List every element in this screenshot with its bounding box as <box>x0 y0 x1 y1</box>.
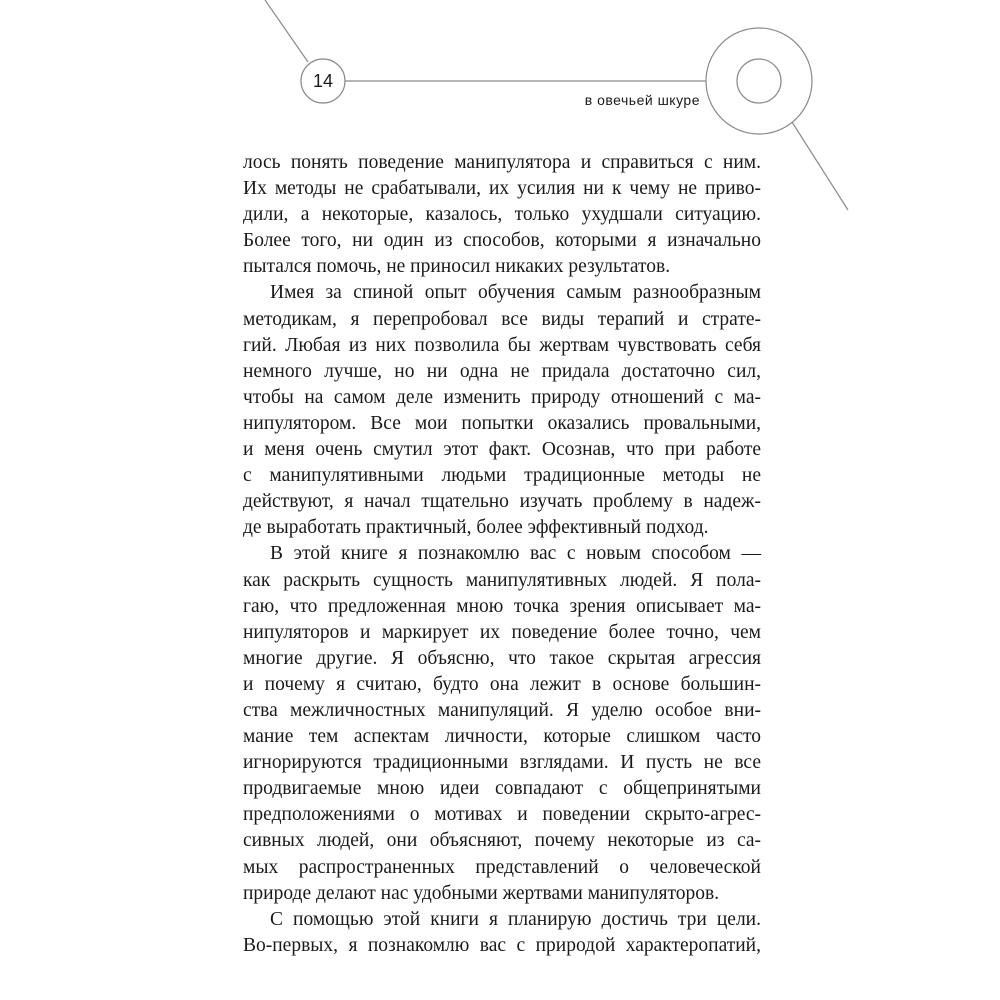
text-line: игнорируются традиционными взглядами. И пусть не все <box>243 752 761 774</box>
text-line: продвигаемые мною идеи совпадают с общепринятыми <box>243 778 761 800</box>
text-line: действуют, я начал тщательно изучать проблему в надеж- <box>243 491 761 513</box>
text-line: мых распространенных представлений о человеческой <box>243 856 761 878</box>
text-line: лось понять поведение манипулятора и справиться с ним. <box>243 152 761 173</box>
text-line: нипуляторов и маркирует их поведение более точно, чем <box>243 621 761 643</box>
page-number: 14 <box>312 71 334 91</box>
text-line: с манипулятивными людьми традиционные методы не <box>243 465 761 487</box>
text-line: Их методы не срабатывали, их усилия ни к чему не приво- <box>243 178 761 200</box>
body-text <box>243 150 761 959</box>
text-line: природе делают нас удобными жертвами манипуляторов. <box>243 882 720 904</box>
text-line: мание тем аспектам личности, которые слишком часто <box>243 726 761 748</box>
outer-ring-circle <box>706 28 812 134</box>
text-line: Более того, ни один из способов, которыми я изначально <box>243 230 761 252</box>
text-line: немного лучше, но ни одна не придала достаточно сил, <box>243 360 761 382</box>
text-line: гаю, что предложенная мною точка зрения описывает ма- <box>243 595 761 617</box>
text-line: ства межличностных манипуляций. Я уделю особое вни- <box>243 699 761 721</box>
inner-ring-circle <box>737 59 781 103</box>
text-line: методикам, я перепробовал все виды терапий и страте- <box>243 308 761 330</box>
text-line: и меня очень смутил этот факт. Осознав, что при работе <box>243 439 761 461</box>
running-header: в овечьей шкуре <box>584 92 700 108</box>
text-line: Имея за спиной опыт обучения самым разнообразным <box>270 282 761 304</box>
text-line: гий. Любая из них позволила бы жертвам чувствовать себя <box>243 334 761 356</box>
text-line: В этой книге я познакомлю вас с новым способом — <box>270 543 761 565</box>
text-line: предположениями о мотивах и поведении скрыто-агрес- <box>243 804 761 826</box>
text-line: Во-первых, я познакомлю вас с природой характеропатий, <box>243 934 761 956</box>
text-line: де выработать практичный, более эффективный подход. <box>243 517 709 539</box>
text-line: и почему я считаю, будто она лежит в основе большин- <box>243 673 761 695</box>
text-line: пытался помочь, не приносил никаких результатов. <box>243 256 671 278</box>
text-line: как раскрыть сущность манипулятивных людей. Я пола- <box>243 569 761 591</box>
text-line: С помощью этой книги я планирую достичь три цели. <box>270 908 761 930</box>
text-line: чтобы на самом деле изменить природу отношений с ма- <box>243 386 761 408</box>
text-line: дили, а некоторые, казалось, только ухудшали ситуацию. <box>243 204 761 226</box>
diagonal-line-top-left <box>265 0 308 62</box>
diagonal-line-right <box>792 122 848 210</box>
text-line: многие другие. Я объясню, что такое скрытая агрессия <box>243 647 761 669</box>
text-line: нипулятором. Все мои попытки оказались провальными, <box>243 412 761 434</box>
text-line: сивных людей, они объясняют, почему некоторые из са- <box>243 830 761 852</box>
